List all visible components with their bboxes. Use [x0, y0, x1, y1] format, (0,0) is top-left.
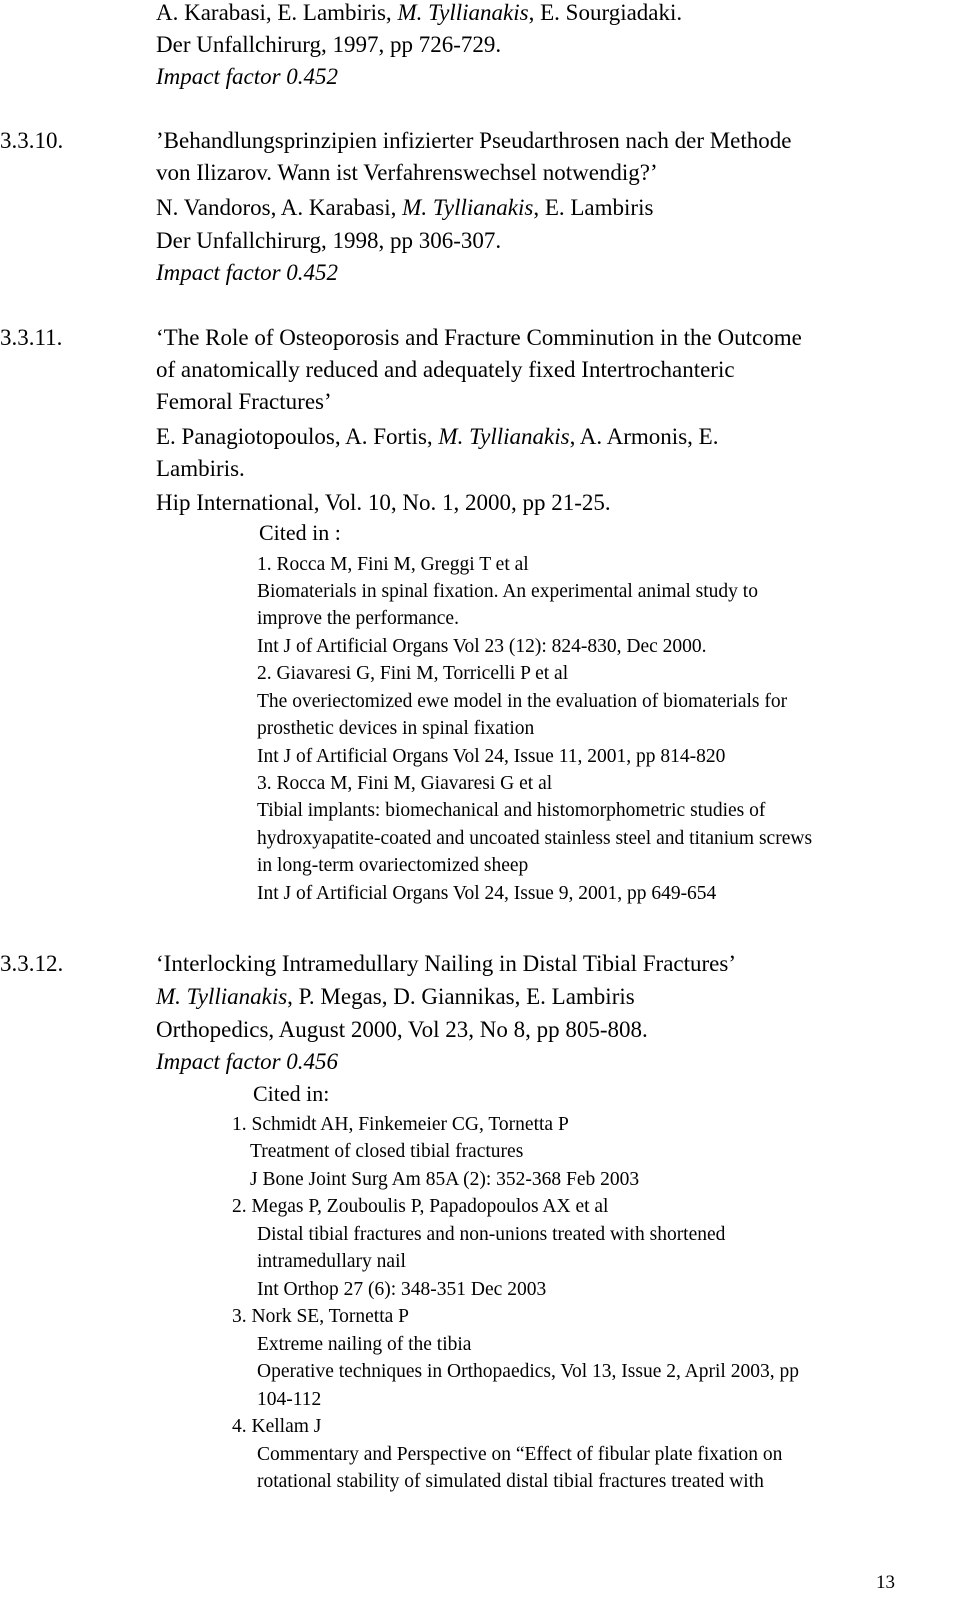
citation-line: rotational stability of simulated distal tibial fractures treated with [257, 1471, 764, 1492]
citation-line: intramedullary nail [257, 1251, 406, 1272]
cited-in-label: Cited in : [259, 520, 341, 545]
citation-line: 3. Nork SE, Tornetta P [232, 1306, 410, 1327]
citation-line: 4. Kellam J [232, 1416, 322, 1437]
citation-line: Int J of Artificial Organs Vol 24, Issue 9, 2001, pp 649-654 [257, 883, 717, 904]
cited-in-label: Cited in: [253, 1081, 330, 1106]
citation-line: hydroxyapatite-coated and uncoated stainless steel and titanium screws [257, 828, 813, 849]
ref-authors: M. Tyllianakis, P. Megas, D. Giannikas, E. Lambiris [156, 984, 635, 1009]
citation-line: J Bone Joint Surg Am 85A (2): 352-368 Feb 2003 [250, 1169, 640, 1190]
highlighted-author: M. Tyllianakis [397, 0, 529, 25]
ref-title-line: von Ilizarov. Wann ist Verfahrenswechsel notwendig?’ [156, 160, 658, 185]
citation-line: 2. Giavaresi G, Fini M, Torricelli P et al [257, 663, 569, 684]
highlighted-author: M. Tyllianakis [438, 424, 570, 449]
citation-line: 2. Megas P, Zouboulis P, Papadopoulos AX et al [232, 1196, 609, 1217]
top-ref-journal: Der Unfallchirurg, 1997, pp 726-729. [156, 32, 502, 57]
citation-line: Operative techniques in Orthopaedics, Vol 13, Issue 2, April 2003, pp [257, 1361, 799, 1382]
ref-journal: Hip International, Vol. 10, No. 1, 2000, pp 21-25. [156, 490, 611, 515]
citation-line: improve the performance. [257, 608, 459, 629]
ref-title-line: ‘The Role of Osteoporosis and Fracture Comminution in the Outcome [156, 325, 802, 350]
citation-line: 104-112 [257, 1389, 322, 1410]
ref-journal: Orthopedics, August 2000, Vol 23, No 8, pp 805-808. [156, 1017, 648, 1042]
citation-line: Distal tibial fractures and non-unions treated with shortened [257, 1224, 726, 1245]
citation-line: Int J of Artificial Organs Vol 24, Issue 11, 2001, pp 814-820 [257, 746, 726, 767]
citation-line: Commentary and Perspective on “Effect of fibular plate fixation on [257, 1444, 783, 1465]
citation-line: Int J of Artificial Organs Vol 23 (12): 824-830, Dec 2000. [257, 636, 707, 657]
ref-authors: N. Vandoros, A. Karabasi, M. Tyllianakis, E. Lambiris [156, 195, 654, 220]
page-number: 13 [876, 1572, 895, 1593]
highlighted-author: M. Tyllianakis [156, 984, 288, 1009]
ref-title-line: ‘Interlocking Intramedullary Nailing in Distal Tibial Fractures’ [156, 951, 736, 976]
top-ref-impact: Impact factor 0.452 [156, 64, 339, 89]
ref-title-line: Femoral Fractures’ [156, 389, 332, 414]
citation-line: 1. Rocca M, Fini M, Greggi T et al [257, 554, 529, 575]
citation-line: Treatment of closed tibial fractures [250, 1141, 524, 1162]
ref-title-line: of anatomically reduced and adequately fixed Intertrochanteric [156, 357, 735, 382]
citation-line: Extreme nailing of the tibia [257, 1334, 472, 1355]
citation-line: in long-term ovariectomized sheep [257, 855, 529, 876]
citation-line: Int Orthop 27 (6): 348-351 Dec 2003 [257, 1279, 547, 1300]
ref-authors: E. Panagiotopoulos, A. Fortis, M. Tyllianakis, A. Armonis, E. [156, 424, 719, 449]
top-ref-authors: A. Karabasi, E. Lambiris, M. Tyllianakis, E. Sourgiadaki. [156, 0, 683, 25]
ref-number: 3.3.10. [0, 128, 64, 153]
ref-journal: Der Unfallchirurg, 1998, pp 306-307. [156, 228, 502, 253]
highlighted-author: M. Tyllianakis [402, 195, 534, 220]
citation-line: Tibial implants: biomechanical and histomorphometric studies of [257, 800, 766, 821]
ref-impact: Impact factor 0.452 [156, 260, 339, 285]
citation-line: 3. Rocca M, Fini M, Giavaresi G et al [257, 773, 553, 794]
citation-line: Biomaterials in spinal fixation. An experimental animal study to [257, 581, 758, 602]
citation-line: 1. Schmidt AH, Finkemeier CG, Tornetta P [232, 1114, 569, 1135]
citation-line: The overiectomized ewe model in the evaluation of biomaterials for [257, 691, 788, 712]
ref-number: 3.3.12. [0, 951, 64, 976]
citation-line: prosthetic devices in spinal fixation [257, 718, 535, 739]
ref-authors-line: Lambiris. [156, 456, 245, 481]
ref-number: 3.3.11. [0, 325, 63, 350]
ref-impact: Impact factor 0.456 [156, 1049, 339, 1074]
ref-title-line: ’Behandlungsprinzipien infizierter Pseudarthrosen nach der Methode [156, 128, 792, 153]
